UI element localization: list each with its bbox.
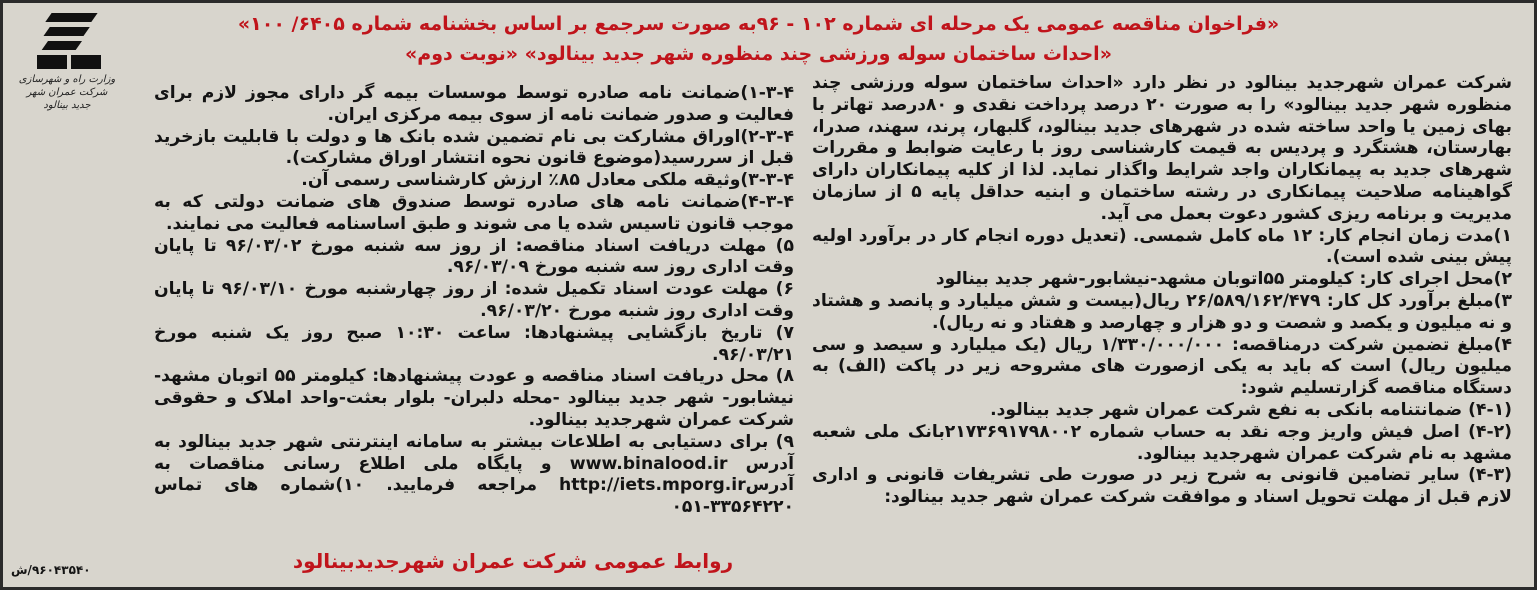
clause-4-2: (۴-۲) اصل فیش واریز وجه نقد به حساب شماره ۲۱۷۳۶۹۱۷۹۸۰۰۲بانک ملی شعبه مشهد به نام شرکت عمران شهرجدید بینالود. bbox=[812, 421, 1512, 464]
clause-7-opening: ۷) تاریخ بازگشایی پیشنهادها: ساعت ۱۰:۳۰ صبح روز یک شنبه مورخ ۹۶/۰۳/۲۱. bbox=[154, 322, 794, 365]
ad-code: ۹۶۰۴۳۵۴۰/ش bbox=[11, 563, 91, 577]
header-title-line2: «احداث ساختمان سوله ورزشی چند منظوره شهر جدید بینالود» «نوبت دوم» bbox=[405, 43, 1112, 65]
clause-duration: ۱)مدت زمان انجام کار: ۱۲ ماه کامل شمسی. (تعدیل دوره انجام کار در برآورد اولیه پیش بینی شده است). bbox=[812, 225, 1512, 268]
company-logo bbox=[17, 11, 117, 129]
clause-4-3-4: ۴-۳-۴)ضمانت نامه های صادره توسط صندوق های ضمانت دولتی که به موجب قانون تاسیس شده یا می شوند و طبق اساسنامه فعالیت می نمایند. bbox=[154, 191, 794, 234]
right-column bbox=[812, 73, 1512, 509]
left-column bbox=[154, 83, 794, 519]
logo-emblem-icon bbox=[31, 11, 103, 73]
header-title-line1: «فراخوان مناقصه عمومی یک مرحله ای شماره ۱۰۲ - ۹۶به صورت سرجمع بر اساس بخشنامه شماره ۶۴۰۵/ ۱۰۰» bbox=[237, 13, 1280, 35]
logo-ministry-text: وزارت راه و شهرسازی bbox=[18, 74, 116, 85]
clause-8-place: ۸) محل دریافت اسناد مناقصه و عودت پیشنهادها: کیلومتر ۵۵ اتوبان مشهد-نیشابور- شهر جدید بینالود -محله دلبران- بلوار بعثت-واحد املاک و حقوقی شرکت عمران شهرجدید بینالود. bbox=[154, 366, 794, 430]
clause-estimate: ۳)مبلغ برآورد کل کار: ۲۶/۵۸۹/۱۶۲/۴۷۹ ریال(بیست و شش میلیارد و پانصد و هشتاد و نه میلیون و یکصد و شصت و دو هزار و چهارصد و هفتاد و نه ریال). bbox=[812, 290, 1512, 333]
clause-location: ۲)محل اجرای کار: کیلومتر ۵۵اتوبان مشهد-نیشابور-شهر جدید بینالود bbox=[935, 269, 1512, 290]
ad-header bbox=[173, 9, 1344, 69]
clause-5-doc-receipt: ۵) مهلت دریافت اسناد مناقصه: از روز سه شنبه مورخ ۹۶/۰۳/۰۲ تا پایان وقت اداری روز سه شنبه مورخ ۹۶/۰۳/۰۹. bbox=[154, 235, 794, 278]
clause-4-3: (۴-۳) سایر تضامین قانونی به شرح زیر در صورت طی تشریفات قانونی و اداری لازم قبل از مهلت تحویل اسناد و موافقت شرکت عمران شهر جدید بینالود: bbox=[812, 465, 1512, 508]
clause-4-3-1: ۱-۳-۴)ضمانت نامه صادره توسط موسسات بیمه گر دارای مجوز لازم برای فعالیت و صدور ضمانت نامه از سوی بیمه مرکزی ایران. bbox=[154, 83, 794, 125]
clause-4-3-2: ۲-۳-۴)اوراق مشارکت بی نام تضمین شده بانک ها و دولت با قابلیت بازخرید قبل از سررسید(موضوع قانون نحوه انتشار اوراق مشارکت). bbox=[154, 126, 794, 169]
clause-9-10-info: ۹) برای دستیابی به اطلاعات بیشتر به سامانه اینترنتی شهر جدید بینالود به آدرس www.binalood.ir و پایگاه ملی اطلاع رسانی مناقصات به آدرسhttp://iets.mporg.ir مراجعه فرمایید. ۱۰)شماره های تماس ۳۳۵۶۴۲۲۰-۰۵۱ bbox=[154, 431, 794, 518]
clause-4-3-3: ۳-۳-۴)وثیقه ملکی معادل ۸۵٪ ارزش کارشناسی رسمی آن. bbox=[301, 170, 794, 191]
logo-company-text: شرکت عمران شهر جدید بینالود bbox=[26, 87, 108, 111]
clause-4-1: (۴-۱) ضمانتنامه بانکی به نفع شرکت عمران شهر جدید بینالود. bbox=[990, 399, 1512, 420]
clause-guarantee: ۴)مبلغ تضمین شرکت درمناقصه: ۱/۳۳۰/۰۰۰/۰۰۰ ریال (یک میلیارد و سیصد و سی میلیون ریال) است که باید به یکی ازصورت های مشروحه زیر در پاکت (الف) به دستگاه مناقصه گزارتسلیم شود: bbox=[812, 334, 1512, 399]
public-relations-signature: روابط عمومی شرکت عمران شهرجدیدبینالود bbox=[292, 549, 734, 573]
intro-paragraph: شرکت عمران شهرجدید بینالود در نظر دارد «احداث ساختمان سوله ورزشی چند منظوره شهر جدید بینالود» را به صورت ۲۰ درصد پرداخت نقدی و ۸۰درصد تهاتر با بهای زمین یا واحد ساخته شده در شهرهای جدید بینالود، گلبهار، پرند، سهند، صدرا، بهارستان، هشتگرد و پردیس به قیمت کارشناسی روز با رعایت ضوابط و مقررات شهرهای جدید به پیمانکاران واجد شرایط واگذار نماید. لذا از کلیه پیمانکاران دارای گواهینامه صلاحیت پیمانکاری در رشته ساختمان و ابنیه حداقل پایه ۵ از سازمان مدیریت و برنامه ریزی کشور دعوت بعمل می آید. bbox=[812, 73, 1512, 224]
clause-6-doc-return: ۶) مهلت عودت اسناد تکمیل شده: از روز چهارشنبه مورخ ۹۶/۰۳/۱۰ تا پایان وقت اداری روز شنبه مورخ ۹۶/۰۳/۲۰. bbox=[154, 279, 794, 321]
